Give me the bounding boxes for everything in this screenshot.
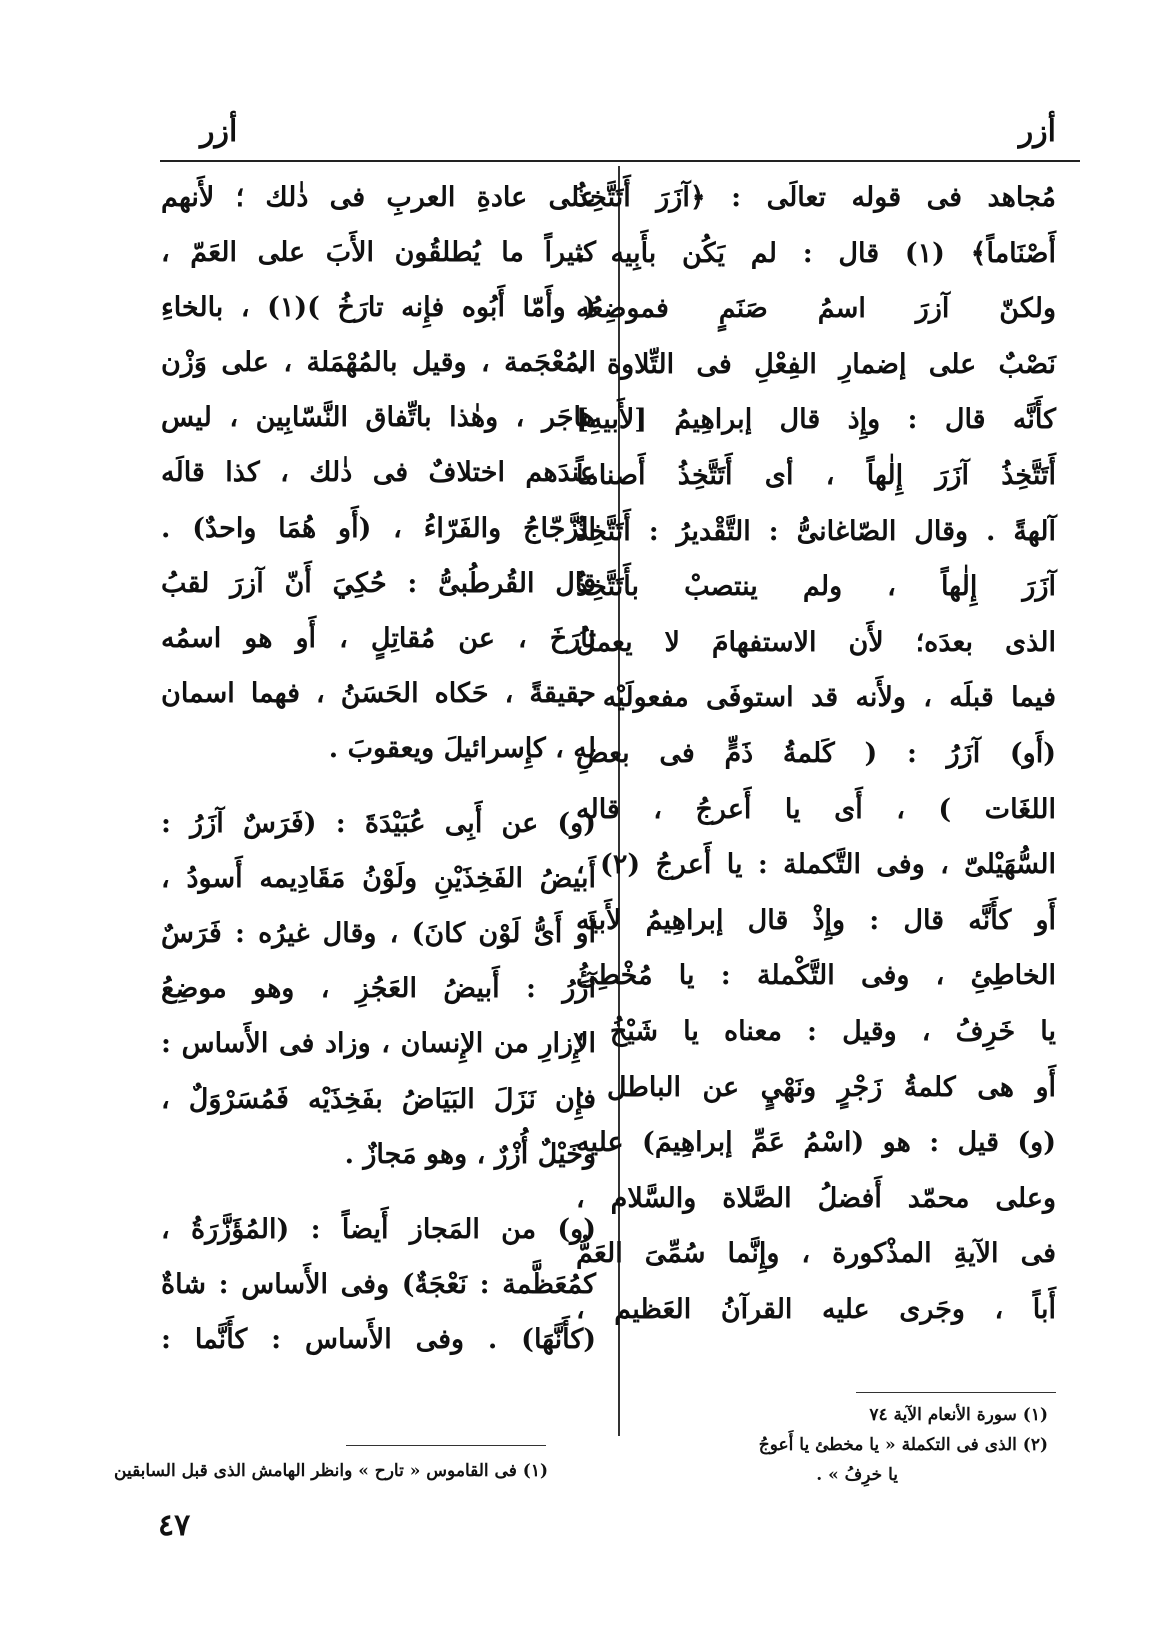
footnote-rule-left — [346, 1445, 546, 1446]
text-line: كمُعَظَّمة : نَعْجَةٌ) وفى الأَساس : شاةٌ — [161, 1268, 596, 1300]
text-line: هاجَر ، وهٰذا باتِّفاق النَّسّابِين ، ليس — [161, 402, 596, 434]
text-line: تارَخَ ، عن مُقاتِلٍ ، أَو هو اسمُه — [161, 622, 596, 654]
text-line: (و) قيل : هو (اسْمُ عَمِّ إبراهِيمَ) عليه — [576, 1127, 1056, 1159]
text-line: مُجاهد فى قوله تعالَى : ﴿آزَرَ أَتَتَّخِذُ — [576, 182, 1056, 213]
text-line: السُّهَيْلىّ ، وفى التَّكملة : يا أَعرجُ (٢) ، — [576, 849, 1057, 881]
right-column — [576, 170, 1056, 1337]
paragraph-gap — [161, 776, 596, 796]
text-line: ولكنّ آزرَ اسمُ صَنَمٍ فموضِعُه — [576, 293, 1056, 325]
footnote-rule-right — [856, 1392, 1056, 1393]
text-line: أَتَتَّخِذُ آزَرَ إِلٰهاً ، أى أَتَتَّخِذُ أَصناماً — [576, 459, 1056, 491]
footnote-1: (١) سورة الأنعام الآية ٧٤ — [869, 1405, 1048, 1425]
text-line: قال القُرطُبىُّ : حُكِيَ أَنّ آزرَ لقبُ — [161, 567, 596, 599]
header-rule — [160, 160, 1080, 162]
text-line: فيما قبلَه ، ولأَنه قد استوفَى مفعولَيْه . — [576, 682, 1056, 714]
page-number: ٤٧ — [158, 1508, 191, 1543]
text-line: الإِزارِ من الإِنسان ، وزاد فى الأَساس : — [161, 1028, 596, 1060]
text-line: آلهةً . وقال الصّاغانىُّ : التَّقْديرُ : أَتَتَّخِذُ — [576, 515, 1056, 547]
footnotes-right — [588, 1400, 1048, 1490]
text-line: الزَّجّاجُ والفَرّاءُ ، (أَو هُمَا واحدٌ) . — [161, 512, 596, 544]
text-line: الخاطِئِ ، وفى التَّكْملة : يا مُخْطِئُ — [576, 960, 1056, 992]
text-line: أَصْنَاماً﴾ (١) قال : لم يَكُن بأَبِيه ، — [576, 237, 1056, 269]
text-line: أَباً ، وجَرى عليه القرآنُ العَظيم ، — [576, 1293, 1056, 1325]
text-line: فى الآيةِ المذْكورة ، وإِنَّما سُمِّىَ العَمُّ — [576, 1238, 1056, 1270]
running-head-right: أزر — [1018, 114, 1056, 149]
running-head-left: أزر — [200, 114, 238, 149]
text-line: أَو كأَنَّه قال : وإِذْ قال إبراهِيمُ لأَبيه — [576, 904, 1056, 936]
text-line: آزَرَ إِلٰهاً ، ولم ينتصبْ بأَتَتَّخِذُ — [576, 571, 1056, 603]
text-line: يا خَرِفُ ، وقيل : معناه يا شَيْخُ ، — [576, 1015, 1056, 1047]
text-line: ( وأَمّا أَبُوه فإِنه تارَخُ )(١) ، بالخاءِ — [161, 292, 596, 324]
text-line: له ، كإِسرائيلَ ويعقوبَ . — [328, 732, 596, 764]
text-line: (أَو) آزَرُ : ( كَلمةُ ذَمٍّ فى بعضِ — [576, 737, 1056, 769]
text-line: نَصْبٌ على إضمارِ الفِعْلِ فى التِّلاوة ، — [576, 348, 1056, 380]
footnote-2: (٢) الذى فى التكملة « يا مخطئ يا أَعوجُ — [758, 1435, 1048, 1455]
text-line: وخَيْلٌ أُزْرٌ ، وهو مَجازٌ . — [344, 1138, 596, 1170]
text-line: (و) من المَجاز أَيضاً : (المُؤَزَّرَةُ ، — [161, 1213, 596, 1245]
footnote-left: (١) فى القاموس « تارح » وانظر الهامش الذى قبل السابقين — [114, 1461, 548, 1481]
text-line: آزَرُ : أَبيضُ العَجُزِ ، وهو موضِعُ — [161, 973, 596, 1005]
text-line: أَو هى كلمةُ زَجْرٍ ونَهْيٍ عن الباطل . — [576, 1071, 1056, 1103]
text-line: كأَنَّه قال : وإِذ قال إبراهِيمُ [لأَبيهِ] — [576, 404, 1056, 436]
text-line: على عادةِ العربِ فى ذٰلك ؛ لأَنهم — [161, 182, 596, 213]
paragraph-gap — [161, 1182, 596, 1202]
text-line: وعلى محمّد أَفضلُ الصَّلاة والسَّلام ، — [576, 1182, 1056, 1214]
text-line: المُعْجَمة ، وقيل بالمُهْمَلة ، على وَزْن — [161, 347, 596, 379]
text-line: فإِن نَزَلَ البَيَاضُ بفَخِذَيْه فَمُسَرْوَلٌ ، — [161, 1083, 596, 1115]
footnote-2-continued: يا خرِفُ » . — [816, 1465, 898, 1485]
text-line: أَو أَىُّ لَوْن كانَ) ، وقال غيرُه : فَرَسٌ — [161, 918, 596, 950]
text-line: (و) عن أَبِى عُبَيْدَةَ : (فَرَسٌ آزَرُ : — [161, 808, 596, 840]
text-line: أَبيضُ الفَخِذَيْنِ ولَوْنُ مَقَادِيمه أَسودُ ، — [161, 863, 596, 895]
text-line: حقيقةً ، حَكاه الحَسَنُ ، فهما اسمان — [161, 677, 596, 709]
text-line: اللغَات ) ، أَى يا أَعرجُ ، قاله — [576, 793, 1056, 825]
text-line: الذى بعدَه؛ لأَن الاستفهامَ لا يعملُ — [576, 626, 1056, 658]
text-line: (كأَنَّهَا) . وفى الأَساس : كأَنَّما : — [161, 1323, 596, 1355]
text-line: عندَهم اختلافٌ فى ذٰلك ، كذا قالَه — [161, 457, 596, 489]
text-line: كثيراً ما يُطلقُون الأَبَ على العَمّ ، — [161, 237, 596, 269]
left-column — [161, 170, 596, 1367]
